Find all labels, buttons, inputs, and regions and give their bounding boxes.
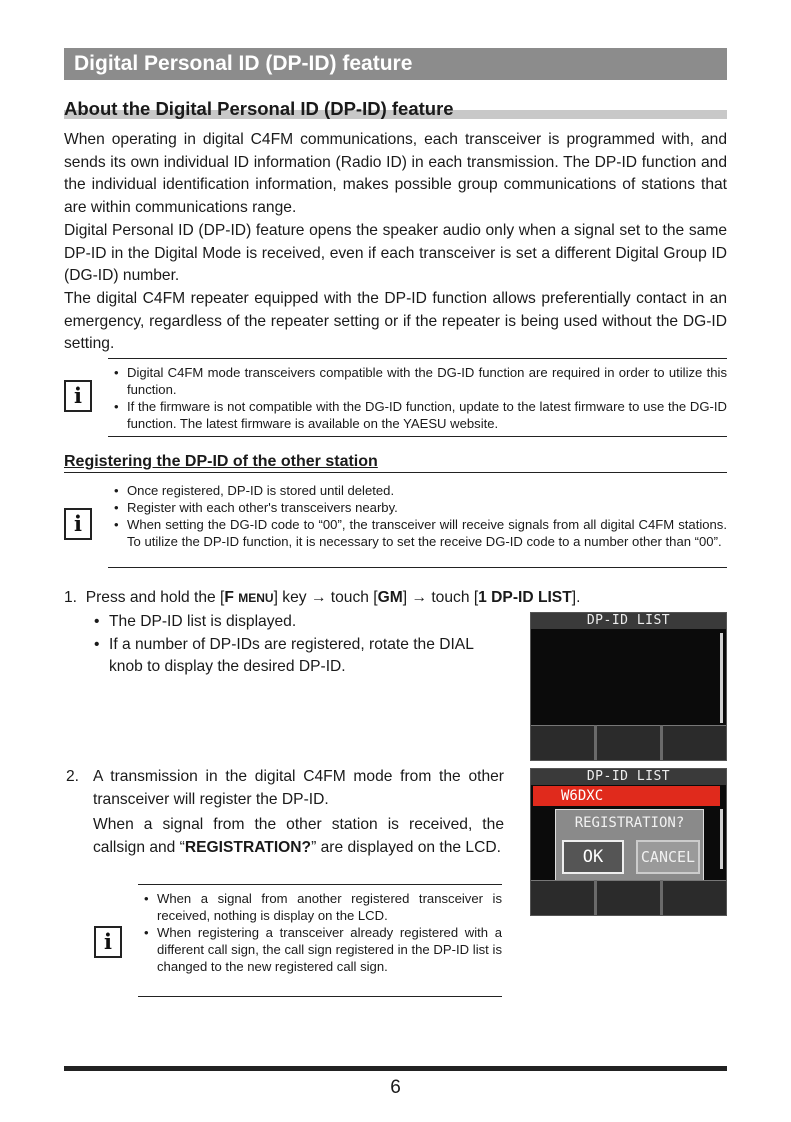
note-item: • If the firmware is not compatible with the DG-ID function, update to the latest firmware to use the DG-ID function. The latest firmware is available on the YAESU website. bbox=[108, 398, 727, 432]
note-box-registration bbox=[108, 477, 727, 568]
step-text: ]. bbox=[571, 589, 581, 606]
info-icon: i bbox=[64, 508, 92, 540]
lcd-registration-dialog bbox=[530, 768, 727, 916]
step-text: When a signal from the other station is received, the callsign and “ bbox=[93, 816, 504, 856]
page-banner bbox=[64, 48, 727, 80]
list-item: • The DP-ID list is displayed. bbox=[94, 613, 297, 630]
page-number: 6 bbox=[390, 1077, 401, 1098]
info-icon: i bbox=[94, 926, 122, 958]
key-gm: GM bbox=[377, 589, 403, 606]
ok-button[interactable]: OK bbox=[562, 840, 624, 874]
note-box-firmware bbox=[108, 358, 727, 437]
step-2-detail bbox=[64, 814, 504, 859]
step-2 bbox=[64, 766, 504, 859]
footer-rule bbox=[64, 1066, 727, 1071]
lcd-title: DP-ID LIST bbox=[531, 613, 726, 629]
lcd-dpid-list-empty bbox=[530, 612, 727, 761]
step-text: ] → touch [ bbox=[402, 589, 479, 606]
lcd-title: DP-ID LIST bbox=[531, 769, 726, 785]
note-item: • When a signal from another registered transceiver is received, nothing is display on the LCD. bbox=[138, 890, 502, 924]
key-dpid-list: 1 DP-ID LIST bbox=[478, 589, 572, 606]
paragraph-repeater: The digital C4FM repeater equipped with the DP-ID function allows preferentially contact in an emergency, regardless of the repeater setting or if the repeater is being used without the DG-ID setting. bbox=[64, 290, 727, 353]
softkey[interactable] bbox=[663, 725, 726, 760]
bullet-text: The DP-ID list is displayed. bbox=[109, 613, 297, 630]
note-item: • Register with each other's transceivers nearby. bbox=[108, 499, 727, 516]
step-1 bbox=[64, 587, 727, 610]
section-heading-registering bbox=[64, 452, 727, 473]
softkey[interactable] bbox=[663, 880, 726, 915]
section-title-registering: Registering the DP-ID of the other station bbox=[64, 453, 378, 470]
softkey[interactable] bbox=[531, 725, 594, 760]
step-text: A transmission in the digital C4FM mode from the other transceiver will register the DP-ID. bbox=[93, 768, 504, 808]
banner-title: Digital Personal ID (DP-ID) feature bbox=[74, 52, 413, 75]
lcd-softkeys bbox=[531, 725, 726, 760]
note-box-registered-transceiver bbox=[138, 884, 502, 997]
note-item: • Once registered, DP-ID is stored until deleted. bbox=[108, 482, 727, 499]
bullet-text: If a number of DP-IDs are registered, rotate the DIAL knob to display the desired DP-ID. bbox=[109, 635, 474, 676]
paragraph-intro: When operating in digital C4FM communications, each transceiver is programmed with, and sends its own individual ID information (Radio ID) in each transmission. The DP-ID function and the individual identification information, makes possible group communications of stations that are within communications range. bbox=[64, 131, 727, 216]
cancel-button[interactable]: CANCEL bbox=[636, 840, 700, 874]
key-menu: MENU bbox=[238, 591, 274, 605]
softkey[interactable] bbox=[531, 880, 594, 915]
softkey[interactable] bbox=[597, 725, 660, 760]
step-text: ” are displayed on the LCD. bbox=[311, 838, 501, 856]
step-text: Press and hold the [ bbox=[85, 589, 225, 606]
registration-label: REGISTRATION? bbox=[184, 838, 312, 856]
step-1-bullets bbox=[92, 611, 504, 679]
lcd-callsign-row[interactable]: W6DXC bbox=[533, 786, 720, 806]
lcd-scrollbar bbox=[720, 809, 723, 869]
step-number: 2. bbox=[66, 768, 80, 785]
key-f: F bbox=[224, 589, 234, 606]
section-heading-about bbox=[64, 98, 727, 122]
note-item: • When setting the DG-ID code to “00”, the transceiver will receive signals from all digital C4FM stations. To utilize the DP-ID function, it is necessary to set the receive DG-ID code to a number other than “00”. bbox=[108, 516, 727, 550]
softkey[interactable] bbox=[597, 880, 660, 915]
lcd-scrollbar bbox=[720, 633, 723, 723]
lcd-softkeys bbox=[531, 880, 726, 915]
info-icon: i bbox=[64, 380, 92, 412]
dialog-message: REGISTRATION? bbox=[574, 815, 685, 831]
list-item: • If a number of DP-IDs are registered, rotate the DIAL knob to display the desired DP-ID. bbox=[94, 635, 474, 676]
registration-dialog bbox=[555, 809, 704, 881]
step-number: 1. bbox=[64, 589, 78, 606]
note-item: • Digital C4FM mode transceivers compatible with the DG-ID function are required in order to utilize this function. bbox=[108, 364, 727, 398]
paragraph-dpid: Digital Personal ID (DP-ID) feature opens the speaker audio only when a signal set to the same DP-ID in the Digital Mode is received, even if each transceiver is set a different Digital Group ID (DG-ID) number. bbox=[64, 222, 727, 285]
section-title-about: About the Digital Personal ID (DP-ID) feature bbox=[64, 98, 454, 119]
note-item: • When registering a transceiver already registered with a different call sign, the call sign registered in the DP-ID list is changed to the new registered call sign. bbox=[138, 924, 502, 975]
step-text: ] key → touch [ bbox=[273, 589, 378, 606]
